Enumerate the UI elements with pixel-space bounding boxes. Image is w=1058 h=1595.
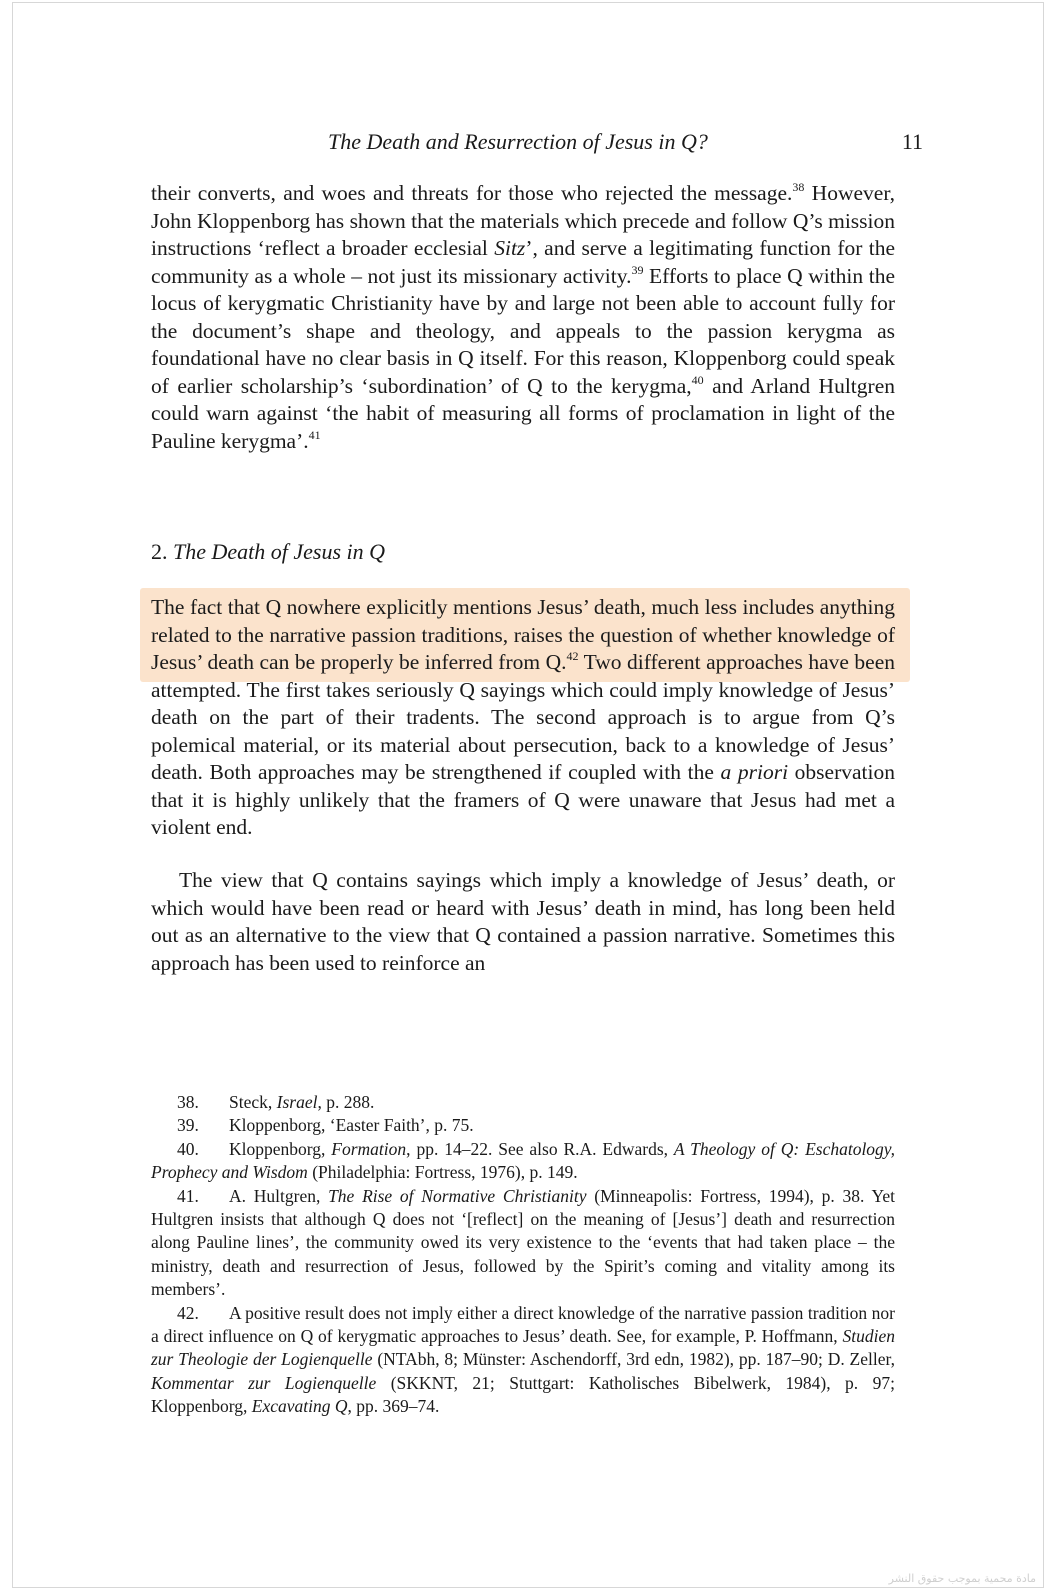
footnote-text: A. Hultgren, <box>229 1185 329 1206</box>
copyright-watermark: مادة محمية بموجب حقوق النشر <box>888 1572 1036 1585</box>
footnote-ref-40[interactable]: 40 <box>691 372 704 387</box>
para2-text-2: Two different approaches have been attempted. The first takes seriously Q sayings which could imply knowledge of Jesus’ death on the part of their tradents. The second approach is to argue from Q’s polemical material, or its material about persecution, back to a knowledge of Jesus’ death. Both approaches may be strengthened if coupled with the <box>151 650 895 784</box>
footnote-number: 41. <box>177 1185 199 1206</box>
footnote-ref-39[interactable]: 39 <box>631 262 644 277</box>
section-number: 2. <box>151 539 168 564</box>
footnote-text: (NTAbh, 8; Münster: Aschendorff, 3rd edn, 1982), pp. 187–90; D. Zeller, <box>372 1349 895 1370</box>
footnote-text: Kloppenborg, <box>229 1138 332 1159</box>
footnote-number: 40. <box>177 1138 199 1159</box>
footnotes <box>151 1091 895 1419</box>
footnote-41 <box>151 1185 895 1302</box>
footnote-number: 38. <box>177 1092 199 1112</box>
footnote-italic: The Rise of Normative Christianity <box>328 1185 587 1206</box>
running-title: The Death and Resurrection of Jesus in Q? <box>328 129 708 154</box>
paragraph-2 <box>151 594 895 842</box>
page-number: 11 <box>901 129 923 154</box>
footnote-42 <box>151 1302 895 1419</box>
footnote-text: (Minneapolis: Fortress, 1994), p. 38. Yet Hultgren insists that although Q does not ‘[reflect] on the meaning of [Jesus’] death and resurrection along Pauline lines’, the community owed its very existence to the ‘events that had taken place – the ministry, death and resurrection of Jesus, followed by the Spirit’s coming and vitality among its members’. <box>151 1185 895 1300</box>
footnote-italic: Kommentar zur Logienquelle <box>151 1372 377 1393</box>
para2-text-3: observation that it is highly unlikely that the framers of Q were unaware that Jesus had met a violent end. <box>151 760 895 839</box>
footnote-italic: Israel <box>276 1092 318 1112</box>
footnote-italic: A Theology of Q: Eschatology, Prophecy and Wisdom <box>151 1138 895 1183</box>
para2-text-1-highlighted: The fact that Q nowhere explicitly mentions Jesus’ death, much less includes anything related to the narrative passion traditions, raises the question of whether knowledge of Jesus’ death can be properly be inferred from Q. <box>151 595 895 674</box>
footnote-text: (SKKNT, 21; Stuttgart: Katholisches Bibelwerk, 1984), p. 97; Kloppenborg, <box>151 1372 895 1417</box>
footnote-text: Steck, <box>229 1092 277 1112</box>
paragraph-1 <box>151 180 895 455</box>
footnote-text: , pp. 369–74. <box>347 1396 440 1417</box>
section-title: The Death of Jesus in Q <box>173 539 386 564</box>
footnote-text: A positive result does not imply either a direct knowledge of the narrative passion tradition nor a direct influence on Q of kerygmatic approaches to Jesus’ death. See, for example, P. Hoffmann, <box>151 1302 895 1347</box>
footnote-italic: Excavating Q <box>251 1396 348 1417</box>
paragraph-3: The view that Q contains sayings which imply a knowledge of Jesus’ death, or which would have been read or heard with Jesus’ death in mind, has long been held out as an alternative to the view that Q contained a passion narrative. Sometimes this approach has been used to reinforce an <box>151 868 895 975</box>
para1-text-3: ’, and serve a legitimating function for the community as a whole – not just its missionary activity. <box>151 236 895 288</box>
footnote-40 <box>151 1138 895 1185</box>
footnote-text: , p. 288. <box>317 1092 375 1112</box>
running-header <box>163 129 923 163</box>
footnote-italic: Studien zur Theologie der Logienquelle <box>151 1326 895 1370</box>
footnote-number: 42. <box>177 1302 199 1323</box>
para2-italic-a-priori: a priori <box>720 760 789 784</box>
footnote-text: Kloppenborg, ‘Easter Faith’, p. 75. <box>229 1115 474 1136</box>
footnote-ref-42[interactable]: 42 <box>566 649 579 663</box>
footnote-text: (Philadelphia: Fortress, 1976), p. 149. <box>307 1162 578 1183</box>
footnote-ref-38[interactable]: 38 <box>792 180 805 194</box>
footnote-text: , pp. 14–22. See also R.A. Edwards, <box>406 1138 674 1159</box>
footnote-number: 39. <box>177 1115 199 1136</box>
para1-text-1: their converts, and woes and threats for those who rejected the message. <box>151 181 793 205</box>
footnote-39 <box>151 1114 895 1137</box>
para1-text-5: and Arland Hultgren could warn against ‘the habit of measuring all forms of proclamation in light of the Pauline kerygma’. <box>151 373 895 453</box>
footnote-38 <box>151 1091 895 1114</box>
para1-text-2: However, John Kloppenborg has shown that the materials which precede and follow Q’s mission instructions ‘reflect a broader ecclesial <box>151 181 895 260</box>
section-heading <box>151 539 385 565</box>
para1-italic-sitz: Sitz <box>494 236 526 260</box>
footnote-italic: Formation <box>331 1138 407 1159</box>
footnote-ref-41[interactable]: 41 <box>308 427 321 442</box>
para1-text-4: Efforts to place Q within the locus of kerygmatic Christianity have by and large not been able to account fully for the document’s shape and theology, and appeals to the passion kerygma as foundational have no clear basis in Q itself. For this reason, Kloppenborg could speak of earlier scholarship’s ‘subordination’ of Q to the kerygma, <box>151 263 895 398</box>
